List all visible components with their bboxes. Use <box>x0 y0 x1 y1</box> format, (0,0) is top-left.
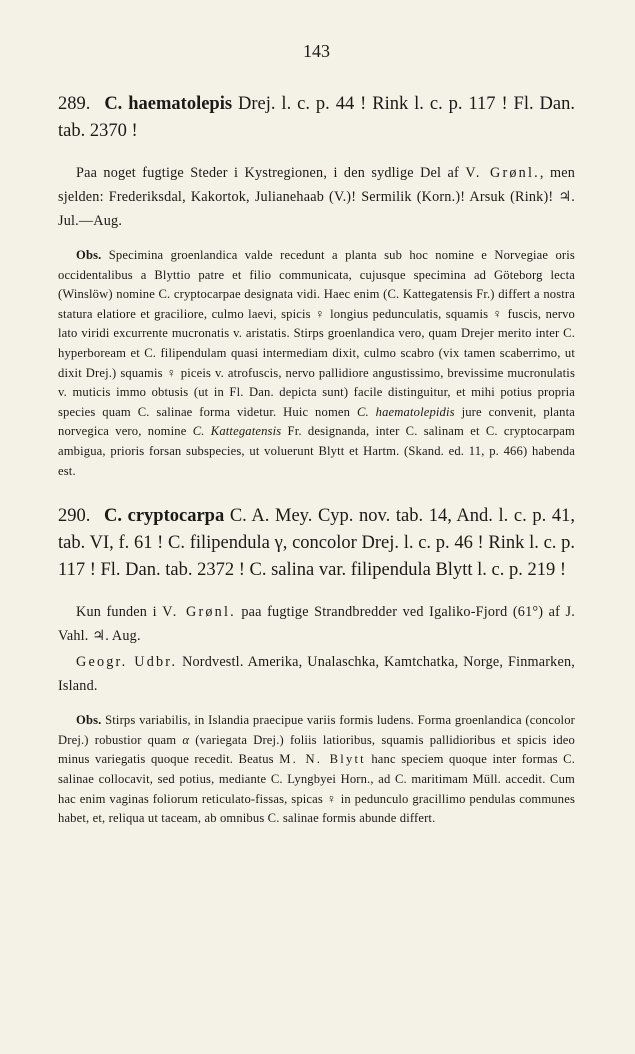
geogr-text: Nordvestl. Amerika, Unalaschka, Kamtchatka, Norge, Finmarken, Island. <box>58 654 576 695</box>
species-genus: C. <box>104 506 122 527</box>
obs-italic-1: C. haematolepidis <box>356 404 455 419</box>
locality-region: V. Grønl. <box>162 604 236 621</box>
species-number: 289. <box>58 94 91 114</box>
species-name: cryptocarpa <box>127 506 225 527</box>
obs-author-name: M. N. Blytt <box>279 752 366 767</box>
geogr-label: Geogr. Udbr. <box>76 654 178 671</box>
page-number: 143 <box>303 41 330 61</box>
species-heading <box>58 91 575 145</box>
obs-text-2: jure convenit, planta norvegica vero, nomine <box>58 404 575 439</box>
locality-text: paa fugtige Strandbredder ved Igaliko-Fjord (61°) af J. Vahl. ♃. Aug. <box>58 604 576 645</box>
obs-italic-1: α <box>182 732 190 747</box>
obs-label: Obs. <box>76 248 102 262</box>
locality-text: , men sjelden: Frederiksdal, Kakortok, Julianehaab (V.)! Sermilik (Korn.)! Arsuk (Rink)! ♃. Jul.—Aug. <box>58 165 575 229</box>
observation-paragraph <box>58 246 575 481</box>
obs-text-1: Stirps variabilis, in Islandia praecipue variis formis ludens. Forma groenlandica (concolor Drej.) robustior quam <box>58 713 575 747</box>
obs-text-2: (variegata Drej.) foliis latioribus, squamis pallidioribus et spicis ideo minus variegatis quoque recedit. Beatus <box>58 732 575 767</box>
species-genus: C. <box>104 94 123 114</box>
locality-intro: Paa noget fugtige Steder i Kystregionen, i den sydlige Del af <box>76 165 459 181</box>
obs-text-3: hanc speciem quoque inter formas C. salinae collocavit, sed potius, mediante C. Lyngbyei Horn., ad C. maritimam Müll. accedit. Cum hac enim vaginas foliorum reticulato-fissas, spicas ♀ in pedunculo gracillimo pendulas communes habet, et, reliqua ut taceam, ab omnibus C. salinae formis abunde differt. <box>58 752 575 826</box>
species-name: haematolepis <box>128 94 233 114</box>
species-entry-289 <box>58 91 575 481</box>
locality-paragraph <box>58 600 575 648</box>
locality-intro: Kun funden i <box>76 604 157 621</box>
species-heading <box>58 503 575 584</box>
locality-region: V. Grønl. <box>465 165 540 181</box>
locality-paragraph <box>58 161 575 233</box>
species-entry-290 <box>58 503 575 829</box>
species-citation: Drej. l. c. p. 44 ! Rink l. c. p. 117 ! Fl. Dan. tab. 2370 ! <box>58 94 575 141</box>
obs-label: Obs. <box>76 713 102 728</box>
species-citation: C. A. Mey. Cyp. nov. tab. 14, And. l. c. p. 41, tab. VI, f. 61 ! C. filipendula γ, concolor Drej. l. c. p. 46 ! Rink l. c. p. 117 ! Fl. Dan. tab. 2372 ! C. salina var. filipendula Blytt l. c. p. 219 ! <box>58 506 575 581</box>
species-number: 290. <box>58 506 91 527</box>
obs-italic-2: C. Kattegatensis <box>192 424 282 439</box>
observation-paragraph <box>58 711 575 829</box>
obs-text-3: Fr. designanda, inter C. salinam et C. cryptocarpam ambigua, prioris forsan subspecies, ut voluerunt Blytt et Hartm. (Skand. ed. 11, p. 466) habenda est. <box>58 424 575 478</box>
geography-paragraph <box>58 650 575 698</box>
obs-text-1: Specimina groenlandica valde recedunt a planta sub hoc nomine e Norvegiae oris occidentalibus a Blyttio patre et filio communicata, cujusque specimina ad Göteborg lecta (Winslöw) nomine C. cryptocarpae designata vidi. Haec enim (C. Kattegatensis Fr.) differt a nostra statura elatiore et graciliore, culmo laevi, spicis ♀ longius pedunculatis, squamis ♀ fuscis, nervo lato viridi excurrente mucronatis v. aristatis. Stirps groenlandica vero, quam Drejer merito inter C. hyperboream et C. filipendulam quasi intermediam dixit, culmo scabro (vix tamen scaberrimo, ut dixit Drej.) squamis ♀ piceis v. atrofuscis, nervo pallidiore angustissimo, brevissime mucronulatis v. muticis immo obtusis (ut in Fl. Dan. depicta sunt) facile distinguitur, et mihi potius propria species quam C. salinae forma videtur. Huic nomen <box>58 248 575 419</box>
